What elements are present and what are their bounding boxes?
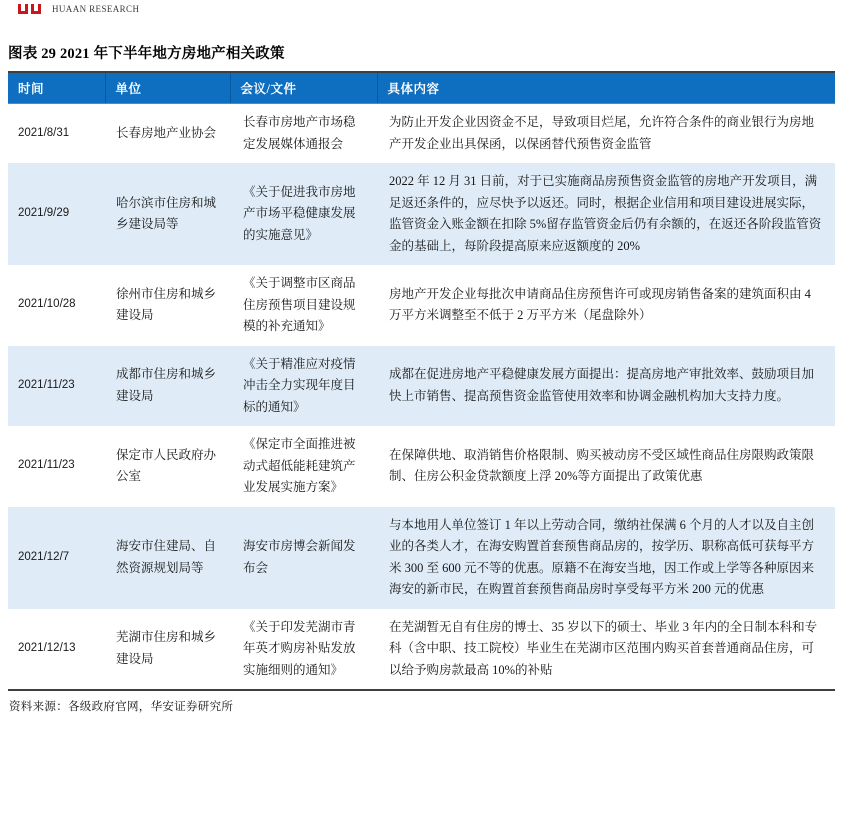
column-header-unit: 单位 (105, 72, 230, 104)
cell-content: 与本地用人单位签订 1 年以上劳动合同，缴纳社保满 6 个月的人才以及自主创业的各类人才，在海安购置首套预售商品房的，按学历、职称高低可获每平方米 300 至 600 元不等的优惠。原籍不在海安当地，因工作或上学等各种原因来海安的新市民，在购置首套预售商品房时享受每平方米 200 元的优惠 (377, 507, 835, 609)
brand-header (8, 0, 835, 15)
cell-time: 2021/11/23 (8, 346, 105, 427)
logo-square-left (18, 4, 28, 14)
cell-time: 2021/11/23 (18, 459, 75, 472)
cell-document: 《关于促进我市房地产市场平稳健康发展的实施意见》 (230, 163, 377, 265)
cell-unit: 海安市住建局、自然资源规划局等 (105, 507, 230, 609)
table-header (8, 72, 835, 104)
cell-content: 房地产开发企业每批次申请商品住房预售许可或现房销售备案的建筑面积由 4 万平方米调整至不低于 2 万平方米（尾盘除外） (389, 286, 811, 323)
column-header-time: 时间 (8, 72, 105, 104)
cell-time: 2021/12/7 (8, 507, 105, 609)
cell-unit: 长春房地产业协会 (116, 125, 217, 140)
table-row (8, 507, 835, 609)
cell-document: 长春市房地产市场稳定发展媒体通报会 (243, 115, 356, 151)
cell-unit: 保定市人民政府办公室 (116, 447, 217, 484)
cell-time: 2021/9/29 (8, 163, 105, 265)
cell-content: 在芜湖暂无自有住房的博士、35 岁以下的硕士、毕业 3 年内的全日制本科和专科（含中职、技工院校）毕业生在芜湖市区范围内购买首套普通商品住房，可以给予购房款最高 10%的补贴 (389, 619, 818, 677)
table-row (8, 609, 835, 691)
cell-document: 海安市房博会新闻发布会 (230, 507, 377, 609)
cell-time: 2021/8/31 (18, 126, 70, 139)
column-header-document: 会议/文件 (230, 72, 377, 104)
cell-document: 《关于精准应对疫情冲击全力实现年度目标的通知》 (230, 346, 377, 427)
table-row (8, 163, 835, 265)
source-note: 资料来源：各级政府官网，华安证券研究所 (9, 701, 234, 713)
brand-label: HUAAN RESEARCH (52, 4, 140, 14)
cell-unit: 哈尔滨市住房和城乡建设局等 (105, 163, 230, 265)
cell-content: 2022 年 12 月 31 日前，对于已实施商品房预售资金监管的房地产开发项目，满足返还条件的，应尽快予以返还。同时，根据企业信用和项目建设进展实际，监管资金入账金额在扣除 5%留存监管资金后仍有余额的，在返还各阶段监管资金的基础上，每阶段提高原来应返额度的 20% (377, 163, 835, 265)
table-row (8, 346, 835, 427)
table-row (8, 265, 835, 346)
policy-table (8, 71, 835, 691)
figure-title: 图表 29 2021 年下半年地方房地产相关政策 (8, 46, 285, 62)
column-header-content: 具体内容 (377, 72, 835, 104)
cell-document: 《关于印发芜湖市青年英才购房补贴发放实施细则的通知》 (243, 619, 356, 677)
cell-time: 2021/12/13 (18, 641, 76, 654)
huaan-logo-icon (18, 4, 43, 15)
cell-time: 2021/10/28 (18, 298, 76, 311)
table-row (8, 104, 835, 164)
logo-square-right (31, 4, 41, 14)
cell-unit: 成都市住房和城乡建设局 (105, 346, 230, 427)
cell-content: 在保障供地、取消销售价格限制、购买被动房不受区域性商品住房限购政策限制、住房公积金贷款额度上浮 20%等方面提出了政策优惠 (389, 447, 815, 484)
cell-document: 《保定市全面推进被动式超低能耗建筑产业发展实施方案》 (243, 437, 356, 494)
cell-document: 《关于调整市区商品住房预售项目建设规模的补充通知》 (243, 276, 356, 333)
table-row (8, 426, 835, 507)
table-body (8, 104, 835, 691)
cell-content: 成都在促进房地产平稳健康发展方面提出：提高房地产审批效率、鼓励项目加快上市销售、提高预售资金监管使用效率和协调金融机构加大支持力度。 (377, 346, 835, 427)
cell-unit: 徐州市住房和城乡建设局 (116, 286, 217, 323)
header-row (8, 72, 835, 104)
cell-unit: 芜湖市住房和城乡建设局 (116, 630, 217, 666)
cell-content: 为防止开发企业因资金不足，导致项目烂尾，允许符合条件的商业银行为房地产开发企业出具保函，以保函替代预售资金监管 (389, 115, 815, 151)
